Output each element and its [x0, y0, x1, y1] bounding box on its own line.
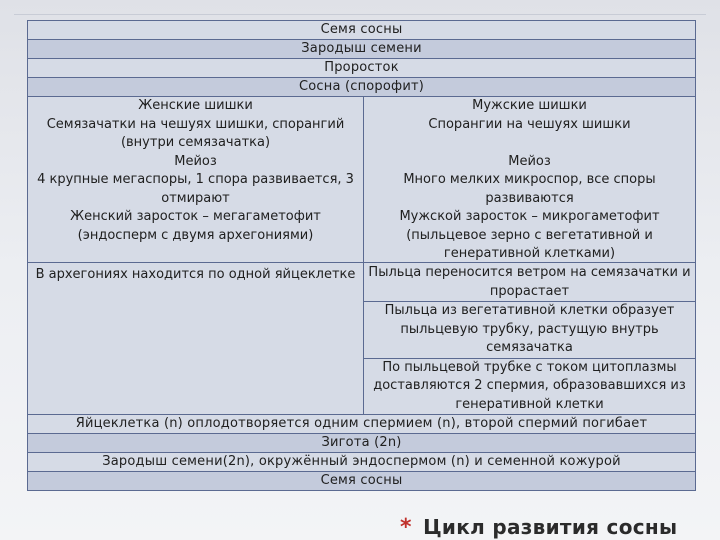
bottom-row-fertilization: Яйцеклетка (n) оплодотворяется одним спермием (n), второй спермий погибает	[28, 415, 695, 434]
bottom-row-zygote: Зигота (2n)	[28, 434, 695, 453]
top-row-seedling: Проросток	[28, 59, 695, 78]
male-header: Мужские шишки	[364, 97, 695, 116]
female-item-meiosis: Мейоз	[28, 153, 363, 172]
bottom-row-embryo: Зародыш семени(2n), окружённый эндоспермом (n) и семенной кожурой	[28, 453, 695, 472]
slide-edge-line	[14, 14, 706, 15]
pine-life-cycle-table	[27, 20, 696, 491]
male-item-pollen-tube: Пыльца из вегетативной клетки образует пыльцевую трубку, растущую внутрь семязачатка	[364, 302, 695, 359]
female-column	[28, 97, 364, 414]
asterisk-marker: *	[400, 515, 412, 540]
female-item-egg-cell: В архегониях находится по одной яйцеклетке	[28, 263, 363, 414]
male-column	[364, 97, 695, 414]
slide-title-text: Цикл развития сосны	[423, 515, 678, 539]
male-item-microgametophyte: Мужской заросток – микрогаметофит (пыльцевое зерно с вегетативной и генеративной клетками)	[364, 208, 695, 263]
male-item-sperm-delivery: По пыльцевой трубке с током цитоплазмы доставляются 2 спермия, образовавшихся из генеративной клетки	[364, 359, 695, 415]
two-column-section	[28, 97, 695, 415]
female-item-megaspores: 4 крупные мегаспоры, 1 спора развивается, 3 отмирают	[28, 171, 363, 208]
top-row-seed: Семя сосны	[28, 21, 695, 40]
female-item-megagametophyte: Женский заросток – мегагаметофит (эндосперм с двумя архегониями)	[28, 208, 363, 263]
male-item-microspores: Много мелких микроспор, все споры развиваются	[364, 171, 695, 208]
slide-title	[400, 515, 677, 540]
female-header: Женские шишки	[28, 97, 363, 116]
female-item-ovules: Семязачатки на чешуях шишки, спорангий (внутри семязачатка)	[28, 116, 363, 153]
top-row-embryo: Зародыш семени	[28, 40, 695, 59]
male-item-pollination: Пыльца переносится ветром на семязачатки и прорастает	[364, 263, 695, 302]
male-item-meiosis: Мейоз	[364, 153, 695, 172]
male-item-sporangia: Спорангии на чешуях шишки	[364, 116, 695, 153]
bottom-row-seed: Семя сосны	[28, 472, 695, 490]
top-row-sporophyte: Сосна (спорофит)	[28, 78, 695, 97]
